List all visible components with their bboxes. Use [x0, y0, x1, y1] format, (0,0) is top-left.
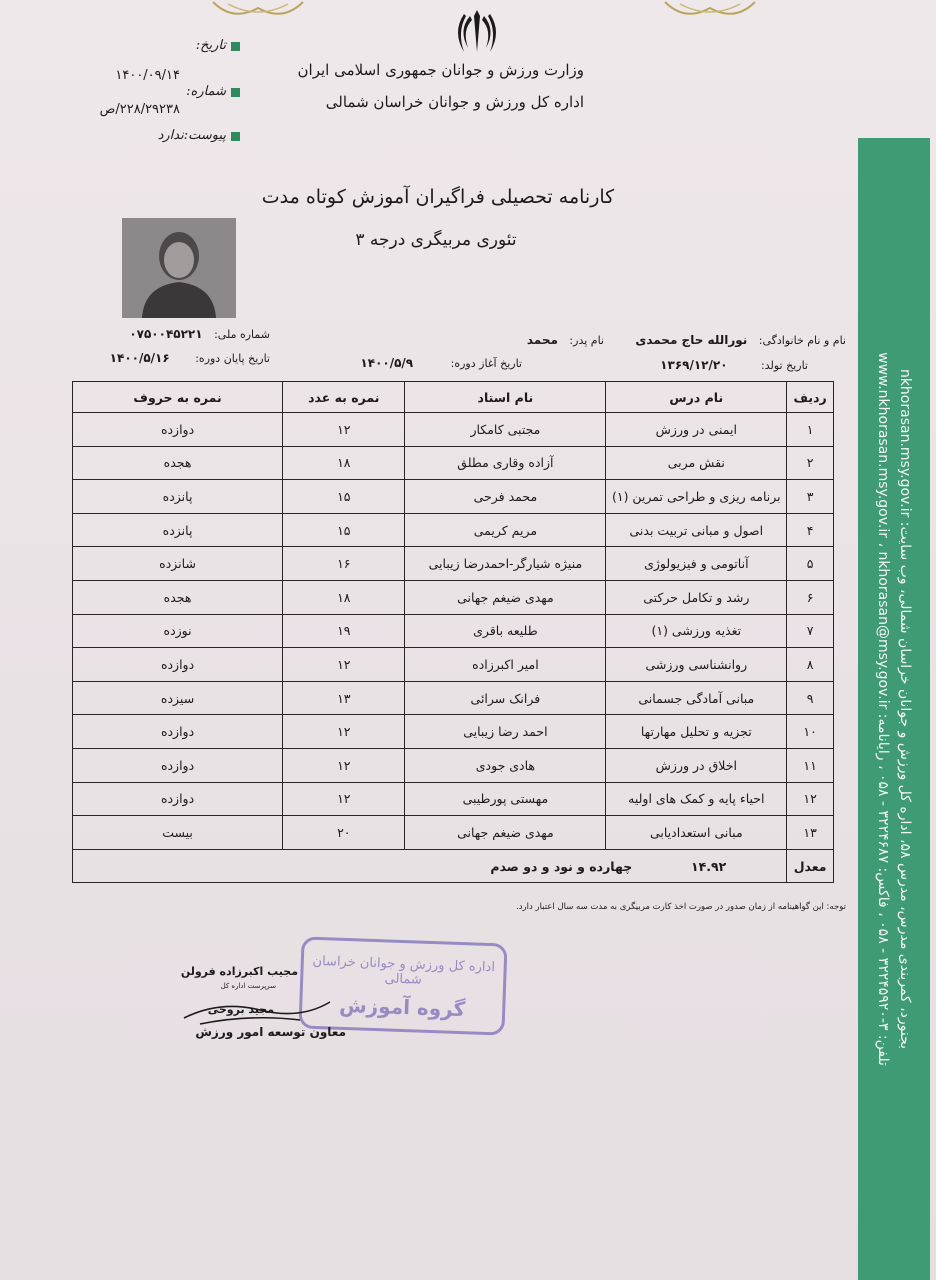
course-name-cell: تغذیه ورزشی (۱)	[606, 614, 787, 648]
number-row	[60, 64, 240, 117]
score-number-cell: ۱۵	[283, 480, 405, 514]
score-words-cell: سیزده	[73, 681, 283, 715]
table-row	[73, 413, 834, 447]
score-words-cell: دوازده	[73, 648, 283, 682]
father-field	[527, 333, 604, 347]
signature-2-name: مجید بروحی	[207, 1003, 274, 1016]
row-number-cell: ۱۲	[787, 782, 834, 816]
course-name-cell: اخلاق در ورزش	[606, 748, 787, 782]
row-number-cell: ۴	[787, 513, 834, 547]
birth-value: ۱۳۶۹/۱۲/۲۰	[660, 358, 728, 372]
score-number-cell: ۱۲	[283, 413, 405, 447]
teacher-name-cell: هادی جودی	[405, 748, 606, 782]
row-number-cell: ۹	[787, 681, 834, 715]
average-value: ۱۴.۹۲	[690, 858, 727, 874]
row-number-cell: ۸	[787, 648, 834, 682]
signature-2-title: معاون توسعه امور ورزش	[195, 1025, 346, 1039]
contact-line1: بجنورد، کمربندی مدرس، مدرس ۵۸، اداره کل ورزش و جوانان خراسان شمالی، وب سایت: nkhorasan.msy.gov.ir	[897, 368, 913, 1050]
table-row	[73, 547, 834, 581]
course-name-cell: اصول و مبانی تربیت بدنی	[606, 513, 787, 547]
date-row	[60, 38, 240, 83]
contact-line2: تلفن: ۳-۳۲۲۴۵۹۲۰ - ۰۵۸ ، فاکس: ۳۲۲۴۶۸۷ - ۰۵۸ ، رایانامه: www.nkhorasan.msy.gov.ir ، nkhorasan@msy.gov.ir	[875, 352, 891, 1066]
score-words-cell: هجده	[73, 580, 283, 614]
table-row	[73, 748, 834, 782]
stamp-line1: اداره کل ورزش و جوانان خراسان شمالی	[312, 953, 496, 988]
row-number-cell: ۷	[787, 614, 834, 648]
teacher-name-cell: احمد رضا زیبایی	[405, 715, 606, 749]
score-number-cell: ۱۸	[283, 580, 405, 614]
number-label: شماره:	[186, 84, 226, 99]
teacher-name-cell: مجتبی کامکار	[405, 413, 606, 447]
score-words-cell: پانزده	[73, 513, 283, 547]
national-id-value: ۰۷۵۰۰۴۵۲۲۱	[129, 327, 203, 341]
course-name-cell: مبانی استعدادیابی	[606, 816, 787, 850]
average-words: چهارده و نود و دو صدم	[490, 858, 633, 874]
score-number-cell: ۲۰	[283, 816, 405, 850]
national-id-field	[129, 327, 270, 341]
report-title: کارنامه تحصیلی فراگیران آموزش کوتاه مدت	[261, 186, 615, 208]
course-name-cell: روانشناسی ورزشی	[606, 648, 787, 682]
name-value: نورالله حاج محمدی	[635, 333, 748, 347]
iran-emblem-icon	[452, 6, 502, 56]
teacher-name-cell: منیژه شیارگر-احمدرضا زیبایی	[405, 547, 606, 581]
birth-label: تاریخ تولد:	[761, 359, 808, 372]
student-photo	[122, 218, 236, 318]
table-row	[73, 648, 834, 682]
table-row	[73, 446, 834, 480]
teacher-name-cell: محمد فرحی	[405, 480, 606, 514]
attachment-row	[60, 88, 240, 143]
score-number-cell: ۱۹	[283, 614, 405, 648]
bullet-square-icon	[231, 42, 240, 51]
score-words-cell: دوازده	[73, 413, 283, 447]
average-cell	[73, 849, 787, 883]
attachment-label: پیوست:ندارد	[157, 128, 226, 143]
person-photo-icon	[122, 218, 236, 318]
course-name-cell: ایمنی در ورزش	[606, 413, 787, 447]
teacher-name-cell: امیر اکبرزاده	[405, 648, 606, 682]
col-header-row-number: ردیف	[787, 382, 834, 413]
course-name-cell: رشد و تکامل حرکتی	[606, 580, 787, 614]
score-words-cell: دوازده	[73, 782, 283, 816]
score-number-cell: ۱۶	[283, 547, 405, 581]
col-header-score-words: نمره به حروف	[73, 382, 283, 413]
date-value: ۱۴۰۰/۰۹/۱۴	[115, 68, 180, 83]
score-words-cell: دوازده	[73, 715, 283, 749]
ministry-line2: اداره کل ورزش و جوانان خراسان شمالی	[325, 93, 584, 111]
row-number-cell: ۶	[787, 580, 834, 614]
score-number-cell: ۱۸	[283, 446, 405, 480]
signature-1-name: مجیب اکبرزاده فرولن	[180, 965, 298, 978]
birth-field	[660, 358, 808, 372]
row-number-cell: ۳	[787, 480, 834, 514]
score-words-cell: بیست	[73, 816, 283, 850]
bullet-square-icon	[231, 132, 240, 141]
score-words-cell: شانزده	[73, 547, 283, 581]
table-row	[73, 715, 834, 749]
teacher-name-cell: طلیعه باقری	[405, 614, 606, 648]
number-value: ۲۲۸/۲۹۲۳۸/ص	[99, 102, 180, 117]
score-words-cell: دوازده	[73, 748, 283, 782]
course-name-cell: احیاء پایه و کمک های اولیه	[606, 782, 787, 816]
row-number-cell: ۱۳	[787, 816, 834, 850]
table-row	[73, 782, 834, 816]
course-name-cell: نقش مربی	[606, 446, 787, 480]
course-name-cell: برنامه ریزی و طراحی تمرین (۱)	[606, 480, 787, 514]
col-header-course: نام درس	[606, 382, 787, 413]
row-number-cell: ۱	[787, 413, 834, 447]
name-field	[635, 333, 846, 347]
validity-note: توجه: این گواهینامه از زمان صدور در صورت اخذ کارت مربیگری به مدت سه سال اعتبار دارد.	[516, 902, 846, 912]
signature-1-title: سرپرست اداره کل	[220, 982, 276, 990]
average-label: معدل	[787, 849, 834, 883]
father-label: نام پدر:	[569, 334, 604, 347]
score-number-cell: ۱۲	[283, 648, 405, 682]
row-number-cell: ۵	[787, 547, 834, 581]
table-row	[73, 580, 834, 614]
table-row	[73, 480, 834, 514]
score-number-cell: ۱۲	[283, 782, 405, 816]
end-label: تاریخ پایان دوره:	[195, 352, 270, 365]
grades-table	[72, 381, 834, 883]
handwritten-signature-icon	[180, 990, 350, 1030]
course-name-cell: مبانی آمادگی جسمانی	[606, 681, 787, 715]
national-id-label: شماره ملی:	[214, 328, 270, 341]
score-number-cell: ۱۲	[283, 748, 405, 782]
report-subtitle: تئوری مربیگری درجه ۳	[355, 230, 517, 250]
contact-side-strip	[858, 138, 930, 1280]
end-value: ۱۴۰۰/۵/۱۶	[109, 351, 170, 365]
score-words-cell: پانزده	[73, 480, 283, 514]
ornament-icon	[660, 0, 760, 22]
grades-table-body	[73, 413, 834, 850]
end-field	[110, 351, 270, 365]
contact-text	[870, 149, 918, 1269]
score-number-cell: ۱۵	[283, 513, 405, 547]
start-field	[360, 356, 522, 370]
course-name-cell: آناتومی و فیزیولوژی	[606, 547, 787, 581]
letter-meta	[60, 38, 240, 143]
table-header-row	[73, 382, 834, 413]
teacher-name-cell: فرانک سرائی	[405, 681, 606, 715]
stamp-line2: گروه آموزش	[338, 992, 466, 1022]
teacher-name-cell: آزاده وقاری مطلق	[405, 446, 606, 480]
col-header-score-number: نمره به عدد	[283, 382, 405, 413]
col-header-teacher: نام استاد	[405, 382, 606, 413]
course-name-cell: تجزیه و تحلیل مهارتها	[606, 715, 787, 749]
table-row	[73, 614, 834, 648]
date-label: تاریخ:	[195, 38, 226, 53]
table-row	[73, 681, 834, 715]
father-value: محمد	[526, 333, 558, 347]
teacher-name-cell: مهستی پورطیبی	[405, 782, 606, 816]
row-number-cell: ۱۰	[787, 715, 834, 749]
teacher-name-cell: مریم کریمی	[405, 513, 606, 547]
score-number-cell: ۱۳	[283, 681, 405, 715]
ornament-icon	[208, 0, 308, 22]
teacher-name-cell: مهدی ضیغم جهانی	[405, 580, 606, 614]
ministry-header	[298, 60, 584, 124]
table-row	[73, 816, 834, 850]
row-number-cell: ۲	[787, 446, 834, 480]
table-row	[73, 513, 834, 547]
teacher-name-cell: مهدی ضیغم جهانی	[405, 816, 606, 850]
name-label: نام و نام خانوادگی:	[758, 334, 846, 347]
score-words-cell: نوزده	[73, 614, 283, 648]
score-number-cell: ۱۲	[283, 715, 405, 749]
start-label: تاریخ آغاز دوره:	[450, 357, 522, 370]
start-value: ۱۴۰۰/۵/۹	[360, 356, 414, 370]
score-words-cell: هجده	[73, 446, 283, 480]
average-row	[73, 849, 834, 883]
ministry-line1: وزارت ورزش و جوانان جمهوری اسلامی ایران	[297, 61, 584, 79]
row-number-cell: ۱۱	[787, 748, 834, 782]
